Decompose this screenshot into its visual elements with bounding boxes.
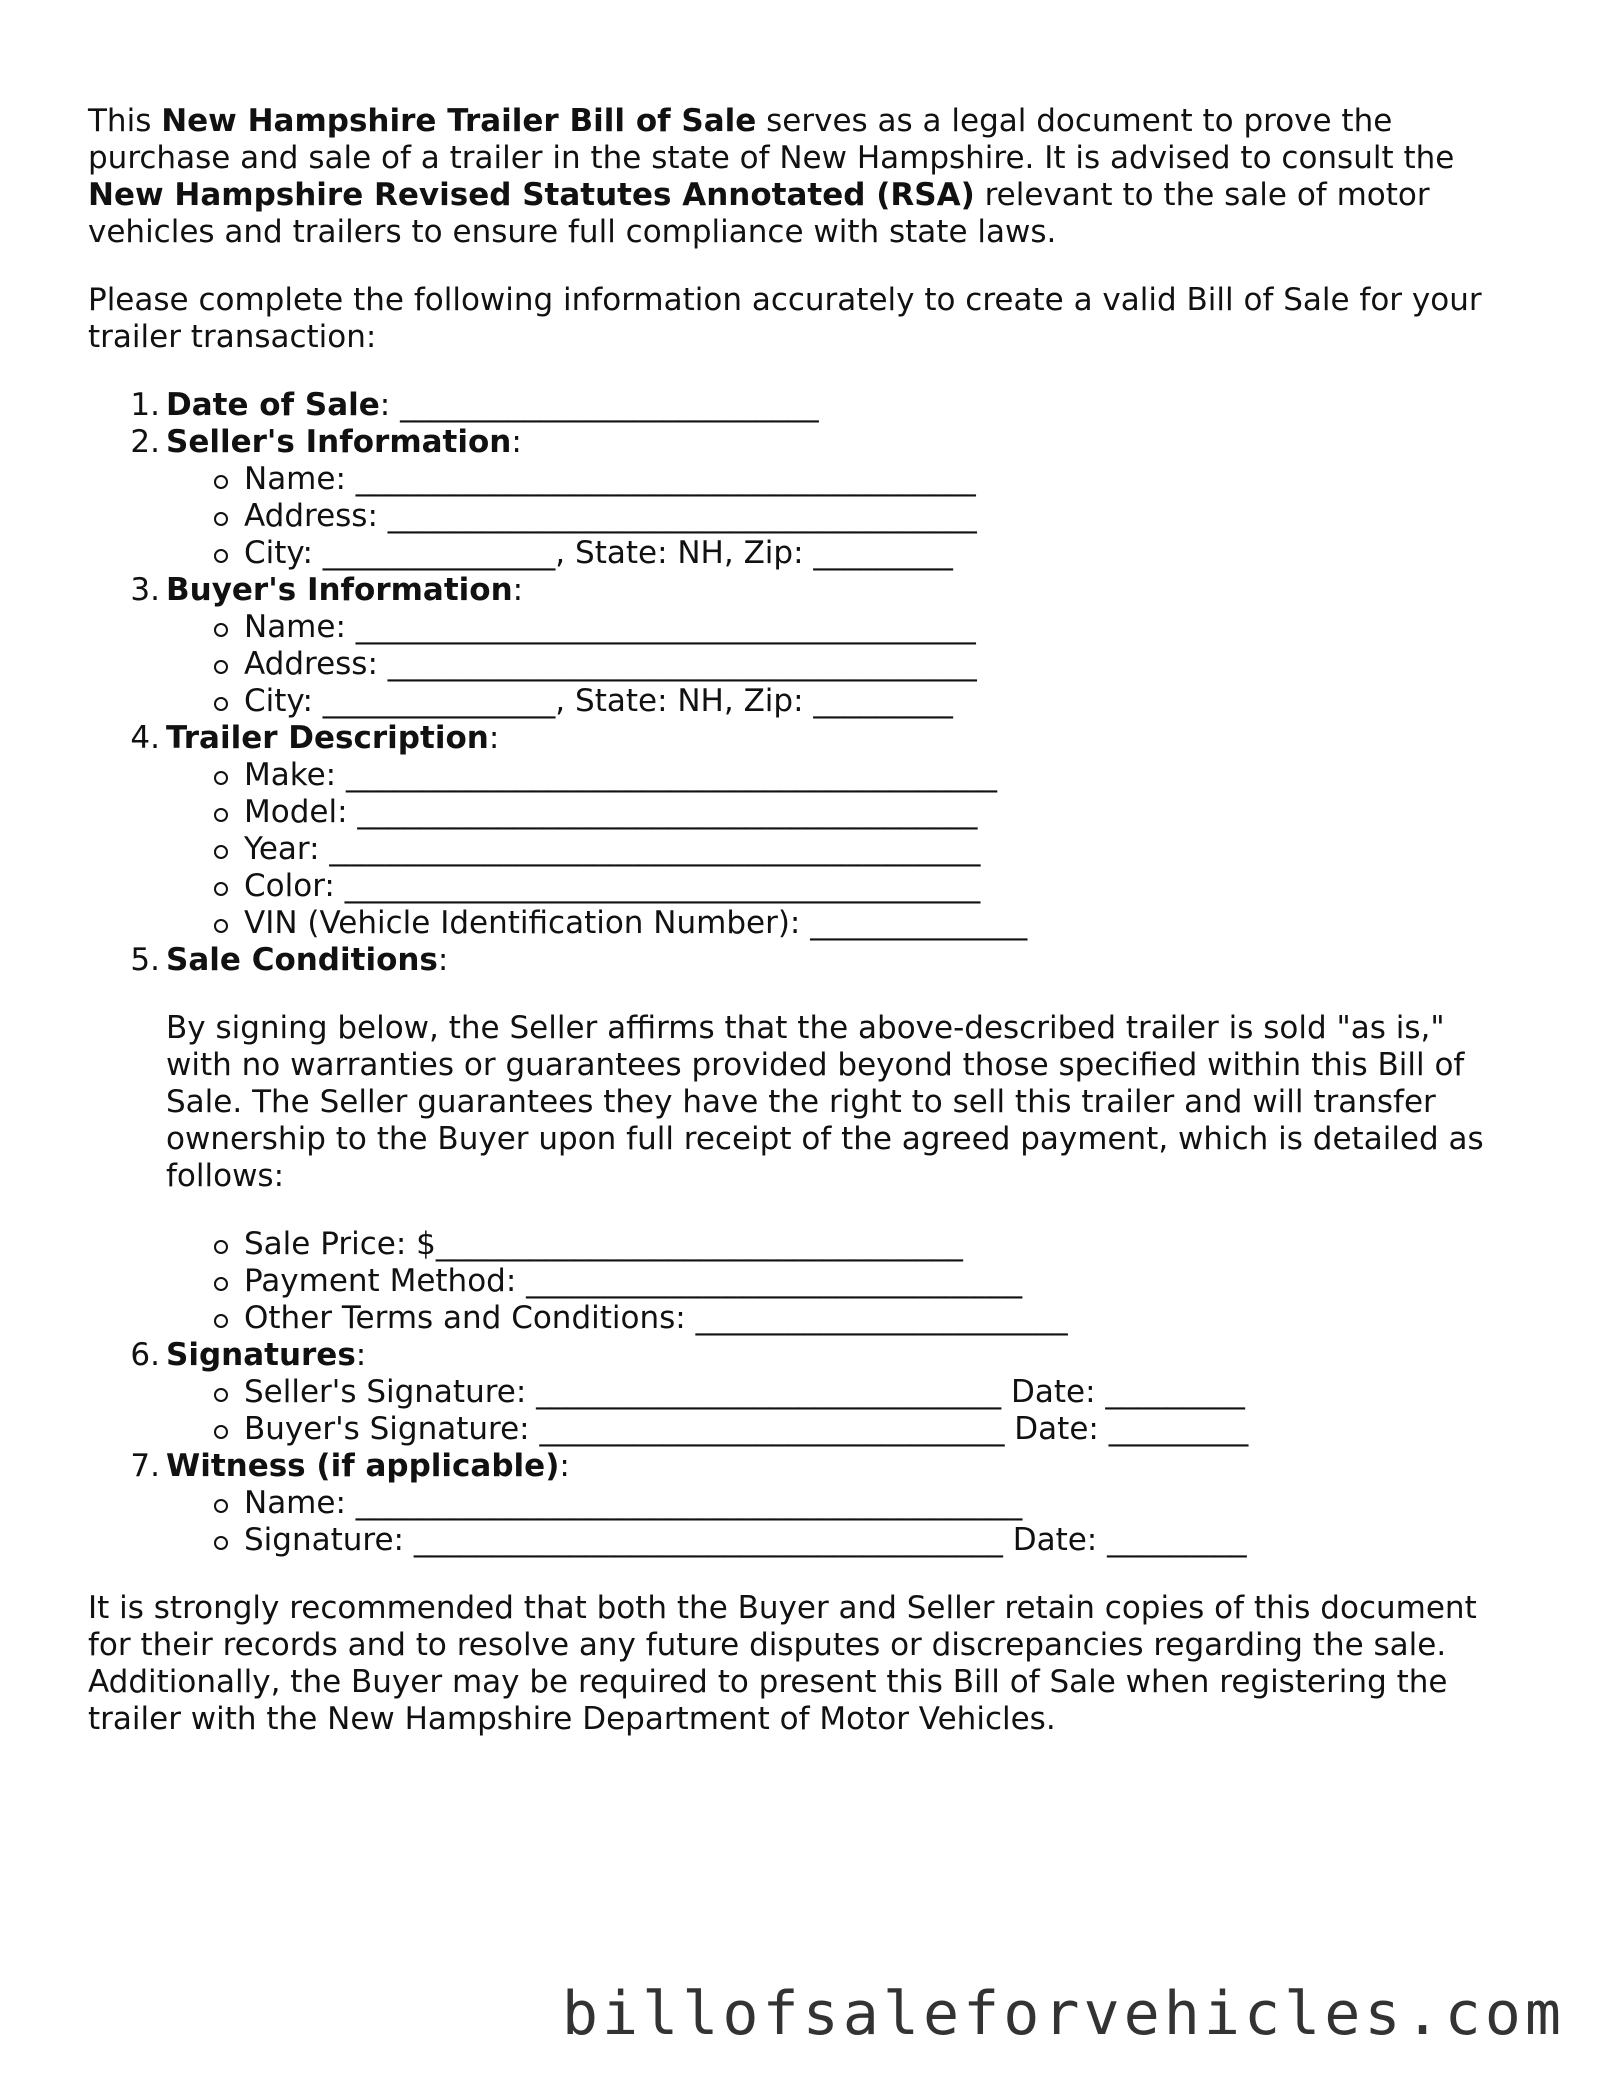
buyer-signature-field[interactable]: Buyer's Signature: ______________________________ Date: _________ (244, 1411, 1518, 1448)
payment-method-field[interactable]: Payment Method: ________________________________ (244, 1263, 1518, 1300)
section-date-of-sale: 1. Date of Sale: ___________________________ (130, 387, 819, 423)
rsa-reference-bold: New Hampshire Revised Statutes Annotated (RSA) (88, 177, 975, 213)
sale-conditions-paragraph: By signing below, the Seller affirms that the above-described trailer is sold "as is," with no warranties or guarantees provided beyond those specified within this Bill of Sale. The Seller guarantees they have the right to sell this trailer and will transfer ownership to the Buyer upon full receipt of the agreed payment, which is detailed as follows: (166, 1010, 1484, 1194)
form-sections (88, 387, 1518, 1559)
doc-title-bold: New Hampshire Trailer Bill of Sale (161, 103, 757, 139)
section-seller-information: 2. Seller's Information: Name: ________________________________________ Address: ______________________________________ City: _______________, State: NH, Zip: _________ (166, 424, 1518, 572)
site-watermark: billofsaleforvehicles.com (561, 1979, 1565, 2049)
other-terms-field[interactable]: Other Terms and Conditions: ________________________ (244, 1300, 1518, 1337)
trailer-make-field[interactable]: Make: __________________________________________ (244, 757, 1518, 794)
seller-city-state-zip-field[interactable]: City: _______________, State: NH, Zip: _________ (244, 535, 1518, 572)
section-witness: 7. Witness (if applicable): Name: ___________________________________________ Signature: ______________________________________ Date: _________ (166, 1448, 1518, 1559)
seller-name-field[interactable]: Name: ________________________________________ (244, 461, 1518, 498)
intro-paragraph: This New Hampshire Trailer Bill of Sale serves as a legal document to prove the purchase and sale of a trailer in the state of New Hampshire. It is advised to consult the New Hampshire Revised Statutes Annotated (RSA) relevant to the sale of motor vehicles and trailers to ensure full compliance with state laws. (88, 103, 1455, 250)
document-body (88, 103, 1518, 1769)
trailer-color-field[interactable]: Color: _________________________________________ (244, 868, 1518, 905)
buyer-name-field[interactable]: Name: ________________________________________ (244, 609, 1518, 646)
date-of-sale-field[interactable]: : ___________________________ (379, 387, 819, 423)
sale-price-field[interactable]: Sale Price: $__________________________________ (244, 1226, 1518, 1263)
trailer-vin-field[interactable]: VIN (Vehicle Identification Number): ______________ (244, 905, 1518, 942)
section-sale-conditions: 5. Sale Conditions: By signing below, the Seller affirms that the above-described trailer is sold "as is," with no warranties or guarantees provided beyond those specified within this Bill of Sale. The Seller guarantees they have the right to sell this trailer and will transfer ownership to the Buyer upon full receipt of the agreed payment, which is detailed as follows: Sale Price: $__________________________________ Payment Method: ________________________________ Other Terms and Conditions: ________________________ (166, 942, 1518, 1337)
trailer-model-field[interactable]: Model: ________________________________________ (244, 794, 1518, 831)
section-trailer-description: 4. Trailer Description: Make: __________________________________________ Model: ________________________________________ Year: __________________________________________ Color: _________________________________________ VIN (Vehicle Identification Number): ______________ (166, 720, 1518, 942)
trailer-year-field[interactable]: Year: __________________________________________ (244, 831, 1518, 868)
buyer-address-field[interactable]: Address: ______________________________________ (244, 646, 1518, 683)
closing-paragraph: It is strongly recommended that both the Buyer and Seller retain copies of this document for their records and to resolve any future disputes or discrepancies regarding the sale. Additionally, the Buyer may be required to present this Bill of Sale when registering the trailer with the New Hampshire Department of Motor Vehicles. (88, 1590, 1477, 1737)
seller-address-field[interactable]: Address: ______________________________________ (244, 498, 1518, 535)
section-buyer-information: 3. Buyer's Information: Name: ________________________________________ Address: ______________________________________ City: _______________, State: NH, Zip: _________ (166, 572, 1518, 720)
instructions-paragraph: Please complete the following information accurately to create a valid Bill of Sale for your trailer transaction: (88, 282, 1482, 355)
buyer-city-state-zip-field[interactable]: City: _______________, State: NH, Zip: _________ (244, 683, 1518, 720)
witness-signature-field[interactable]: Signature: ______________________________________ Date: _________ (244, 1522, 1518, 1559)
section-signatures: 6. Signatures: Seller's Signature: ______________________________ Date: _________ Buyer's Signature: ______________________________ Date: _________ (166, 1337, 1518, 1448)
seller-signature-field[interactable]: Seller's Signature: ______________________________ Date: _________ (244, 1374, 1518, 1411)
witness-name-field[interactable]: Name: ___________________________________________ (244, 1485, 1518, 1522)
